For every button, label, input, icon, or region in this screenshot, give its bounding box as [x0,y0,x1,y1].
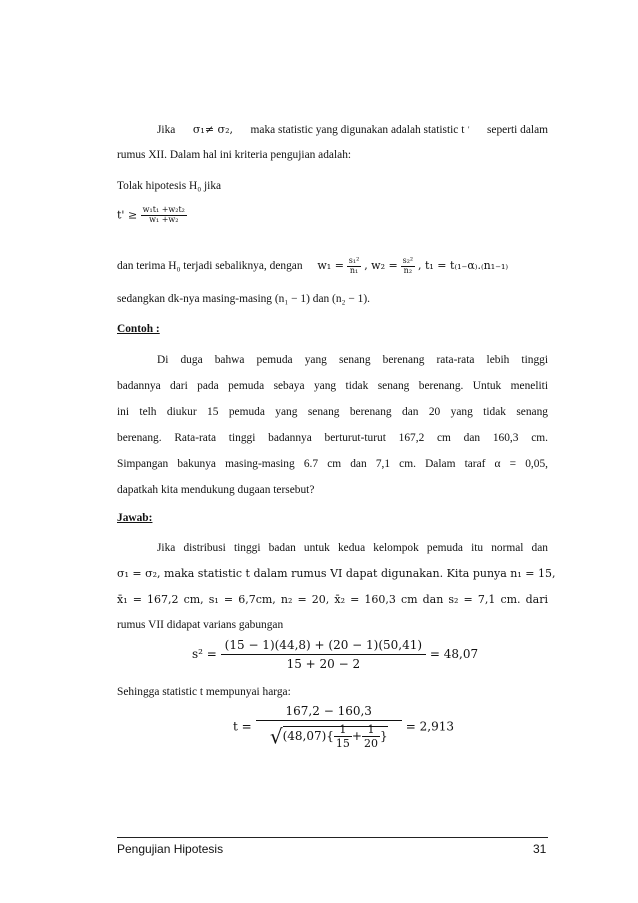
jawab-line-1: Jika distribusi tinggi badan untuk kedua kelompok pemuda itu normal dan [157,542,548,554]
eq2-f2-den: 20 [363,737,378,750]
eq1-lhs: s² = [192,647,217,661]
contoh-line-2: badannya dari pada pemuda sebaya yang tidak senang berenang. Untuk meneliti [117,380,548,392]
eq2-lhs: t = [233,719,252,734]
intro-statistic-text: maka statistic yang digunakan adalah statistic t [250,124,465,136]
eq2-f2-num: 1 [362,723,380,737]
eq2-frac-2 [362,723,380,750]
contoh-line-1: Di duga bahwa pemuda yang senang berenang rata-rata lebih tinggi [157,354,548,366]
sqrt-icon: √ [269,724,283,749]
critical-denominator: w₁ +w₂ [149,214,179,224]
page-number: 31 [533,842,547,856]
eq2-frac-1 [334,723,352,750]
contoh-line-4: berenang. Rata-rata tinggi badannya berturut-turut 167,2 cm dan 160,3 cm. [117,432,548,444]
sigma-inequality: σ₁≠ σ₂, [192,123,233,136]
t-statistic-equation [233,704,454,750]
intro-line-1 [157,123,548,137]
sqrt-body [282,723,388,750]
reject-h0-line: Tolak hipotesis H₀ jika [117,180,222,192]
w2-denominator: n₂ [403,265,413,275]
contoh-line-5: Simpangan bakunya masing-masing 6.7 cm dan 7,1 cm. Dalam taraf α = 0,05, [117,458,548,470]
eq2-numerator: 167,2 − 160,3 [256,704,402,721]
w2-fraction [401,257,416,276]
eq2-den-b: } [379,729,388,743]
eq2-f1-num: 1 [334,723,352,737]
accept-text: dan terima H₀ terjadi sebaliknya, dengan [117,259,303,272]
eq2-f1-den: 15 [335,737,350,750]
intro-word-jika: Jika [157,124,176,136]
eq1-fraction [221,638,426,671]
eq2-denominator [256,721,402,750]
sehingga-line: Sehingga statistic t mempunyai harga: [117,686,291,698]
intro-line-2: rumus XII. Dalam hal ini kriteria pengujian adalah: [117,149,352,161]
jawab-heading: Jawab: [117,512,153,524]
w2-label: , w₂ = [364,258,398,272]
footer-title: Pengujian Hipotesis [117,842,224,856]
dk-line: sedangkan dk-nya masing-masing (n₁ − 1) dan (n₂ − 1). [117,293,370,305]
eq2-fraction [256,704,402,750]
eq2-plus: + [351,729,362,743]
w1-label: w₁ = [317,258,344,272]
contoh-heading: Contoh : [117,323,160,335]
eq1-rhs: = 48,07 [429,647,479,661]
intro-end-text: seperti dalam [486,124,548,136]
w1-numerator: s₁² [348,256,360,265]
eq1-denominator: 15 + 20 − 2 [286,657,361,671]
critical-numerator: w₁t₁ +w₂t₂ [142,205,185,214]
jawab-line-3: x̄₁ = 167,2 cm, s₁ = 6,7cm, n₂ = 20, x̄₂ = 160,3 cm dan s₂ = 7,1 cm. dari [117,593,548,606]
jawab-line-2: σ₁ = σ₂, maka statistic t dalam rumus VI dapat digunakan. Kita punya n₁ = 15, [117,567,556,580]
contoh-line-3: ini telh diukur 15 pemuda yang senang berenang dan 20 yang tidak senang [117,406,548,418]
eq2-rhs: = 2,913 [405,719,454,734]
eq1-numerator: (15 − 1)(44,8) + (20 − 1)(50,41) [221,638,426,655]
critical-fraction [141,206,187,225]
critical-lhs: t' ≥ [117,208,138,222]
jawab-line-4: rumus VII didapat varians gabungan [117,619,284,631]
w1-denominator: n₁ [349,265,359,275]
w2-numerator: s₂² [402,256,414,265]
w1-fraction [347,257,362,276]
eq2-den-a: (48,07){ [282,729,334,743]
t-prime-mark: ' [467,125,470,134]
accept-line [117,257,508,276]
t1-definition: , t₁ = t₍₁₋α₎.₍n₁₋₁₎ [417,258,509,272]
pooled-variance-equation [192,638,478,671]
footer-divider [117,837,548,838]
critical-inequality [117,206,187,225]
contoh-line-6: dapatkah kita mendukung dugaan tersebut? [117,484,315,496]
